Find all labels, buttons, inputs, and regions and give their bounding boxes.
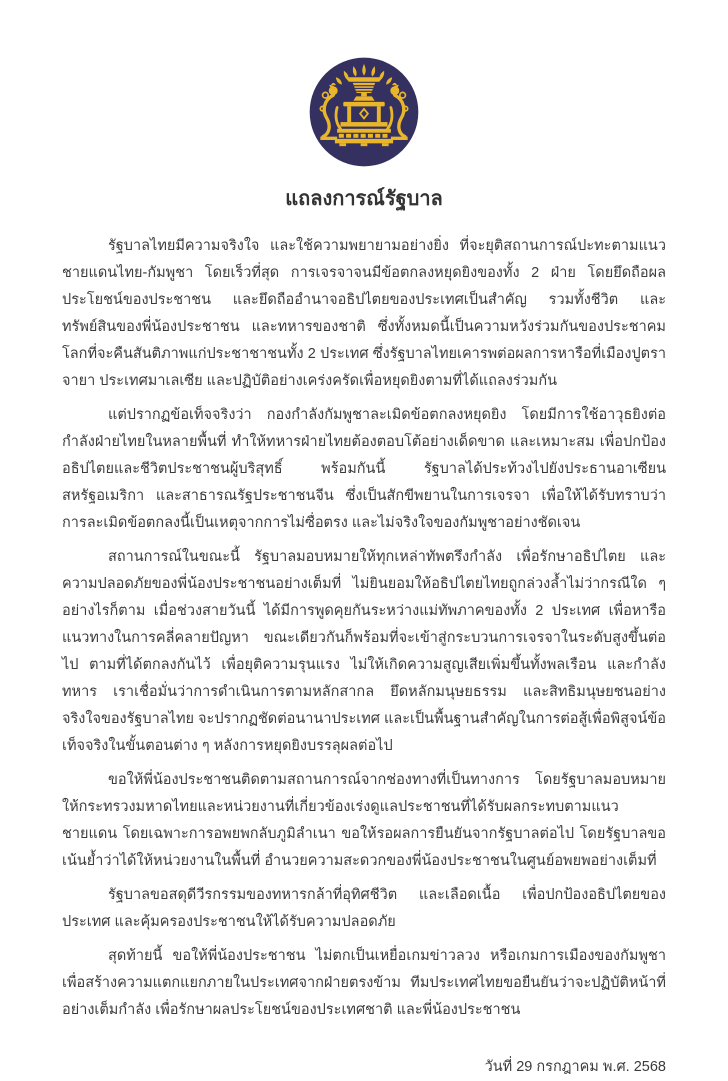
statement-paragraph-2: แต่ปรากฏข้อเท็จจริงว่า กองกำลังกัมพูชาละเมิดข้อตกลงหยุดยิง โดยมีการใช้อาวุธยิงต่อกำลังฝ่ายไทยในหลายพื้นที่ ทำให้ทหารฝ่ายไทยต้องตอบโต้อย่างเด็ดขาด และเหมาะสม เพื่อปกป้องอธิปไตยและชีวิตประชาชนผู้บริสุทธิ์ พร้อมกันนี้ รัฐบาลได้ประท้วงไปยังประธานอาเซียน สหรัฐอเมริกา และสาธารณรัฐประชาชนจีน ซึ่งเป็นสักขีพยานในการเจรจา เพื่อให้ได้รับทราบว่า การละเมิดข้อตกลงนี้เป็นเหตุจากการไม่ซื่อตรง และไม่จริงใจของกัมพูชาอย่างชัดเจน <box>62 407 666 531</box>
statement-paragraph-5: รัฐบาลขอสดุดีวีรกรรมของทหารกล้าที่อุทิศชีวิต และเลือดเนื้อ เพื่อปกป้องอธิปไตยของประเทศ และคุ้มครองประชาชนให้ได้รับความปลอดภัย <box>62 887 666 930</box>
royal-thai-government-emblem <box>308 56 420 168</box>
emblem-container <box>62 56 666 170</box>
statement-date: วันที่ 29 กรกฎาคม พ.ศ. 2568 <box>484 1059 666 1075</box>
statement-paragraph-6: สุดท้ายนี้ ขอให้พี่น้องประชาชน ไม่ตกเป็นเหยื่อเกมข่าวลวง หรือเกมการเมืองของกัมพูชา เพื่อสร้างความแตกแยกภายในประเทศจากฝ่ายตรงข้าม ทีมประเทศไทยขอยืนยันว่าจะปฏิบัติหน้าที่อย่างเต็มกำลัง เพื่อรักษาผลประโยชน์ของประเทศชาติ และพี่น้องประชาชน <box>62 948 666 1018</box>
document-title: แถลงการณ์รัฐบาล <box>285 188 443 210</box>
statement-body <box>62 233 666 1024</box>
statement-paragraph-1: รัฐบาลไทยมีความจริงใจ และใช้ความพยายามอย่างยิ่ง ที่จะยุติสถานการณ์ปะทะตามแนวชายแดนไทย-กัมพูชา โดยเร็วที่สุด การเจรจาจนมีข้อตกลงหยุดยิงของทั้ง 2 ฝ่าย โดยยึดถือผลประโยชน์ของประชาชน และยึดถืออำนาจอธิปไตยของประเทศเป็นสำคัญ รวมทั้งชีวิต และทรัพย์สินของพี่น้องประชาชน และทหารของชาติ ซึ่งทั้งหมดนี้เป็นความหวังร่วมกันของประชาคมโลกที่จะคืนสันติภาพแก่ประชาชาชนทั้ง 2 ประเทศ ซึ่งรัฐบาลไทยเคารพต่อผลการหารือที่เมืองปูตราจายา ประเทศมาเลเซีย และปฏิบัติอย่างเคร่งครัดเพื่อหยุดยิงตามที่ได้แถลงร่วมกัน <box>62 238 666 389</box>
statement-paragraph-4: ขอให้พี่น้องประชาชนติดตามสถานการณ์จากช่องทางที่เป็นทางการ โดยรัฐบาลมอบหมายให้กระทรวงมหาดไทยและหน่วยงานที่เกี่ยวข้องเร่งดูแลประชาชนที่ได้รับผลกระทบตามแนวชายแดน โดยเฉพาะการอพยพกลับภูมิลำเนา ขอให้รอผลการยืนยันจากรัฐบาลต่อไป โดยรัฐบาลขอเน้นย้ำว่าได้ให้หน่วยงานในพื้นที่ อำนวยความสะดวกของพี่น้องประชาชนในศูนย์อพยพอย่างเต็มที่ <box>62 772 666 869</box>
statement-paragraph-3: สถานการณ์ในขณะนี้ รัฐบาลมอบหมายให้ทุกเหล่าทัพตรึงกำลัง เพื่อรักษาอธิปไตย และความปลอดภัยของพี่น้องประชาชนอย่างเต็มที่ ไม่ยินยอมให้อธิปไตยไทยถูกล่วงล้ำไม่ว่ากรณีใด ๆ อย่างไรก็ตาม เมื่อช่วงสายวันนี้ ได้มีการพูดคุยกันระหว่างแม่ทัพภาคของทั้ง 2 ประเทศ เพื่อหารือแนวทางในการคลี่คลายปัญหา ขณะเดียวกันก็พร้อมที่จะเข้าสู่กระบวนการเจรจาในระดับสูงขึ้นต่อไป ตามที่ได้ตกลงกันไว้ เพื่อยุติความรุนแรง ไม่ให้เกิดความสูญเสียเพิ่มขึ้นทั้งพลเรือน และกำลังทหาร เราเชื่อมั่นว่าการดำเนินการตามหลักสากล ยึดหลักมนุษยธรรม และสิทธิมนุษยชนอย่างจริงใจของรัฐบาลไทย จะปรากฏชัดต่อนานาประเทศ และเป็นพื้นฐานสำคัญในการต่อสู้เพื่อพิสูจน์ข้อเท็จจริงในขั้นตอนต่าง ๆ หลังการหยุดยิงบรรลุผลต่อไป <box>62 549 666 754</box>
